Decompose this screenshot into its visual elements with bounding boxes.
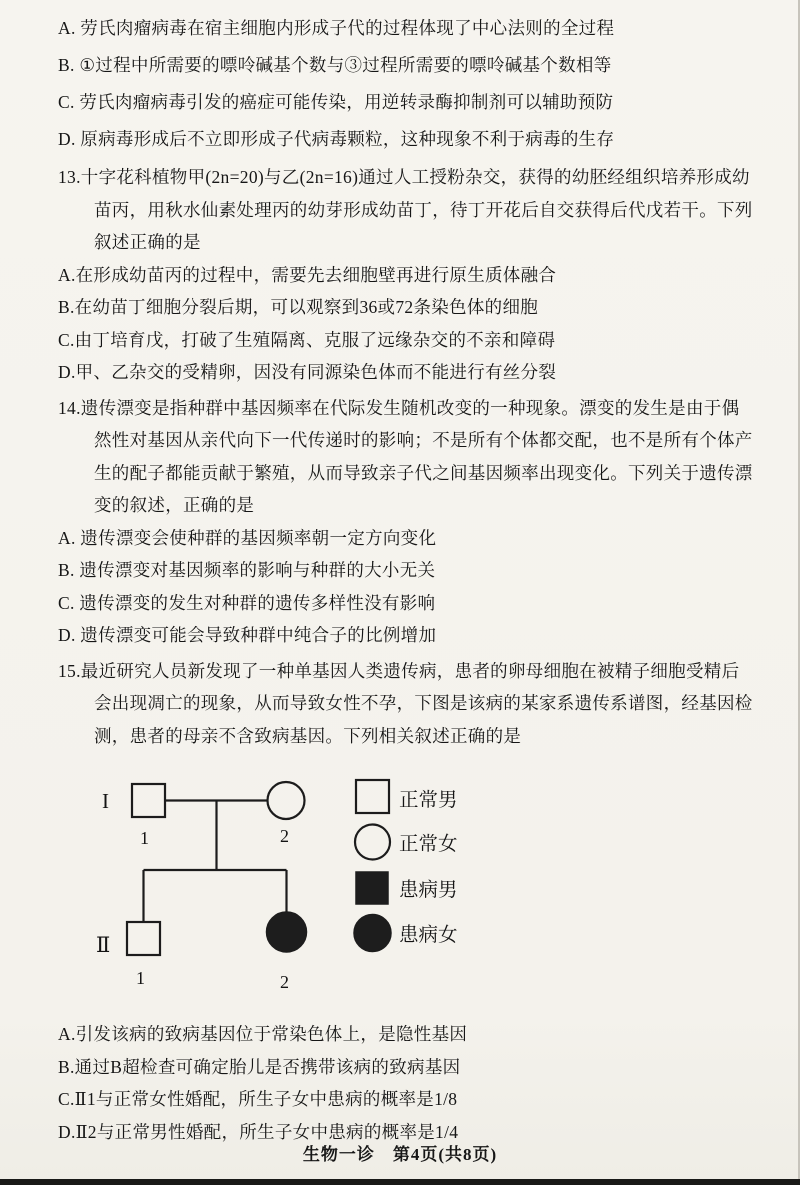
ii2-affected-female-circle — [267, 912, 307, 952]
q15-option-a: A.引发该病的致病基因位于常染色体上，是隐性基因 — [58, 1024, 468, 1044]
ii1-normal-male-square — [127, 922, 160, 955]
q15-option-c: C.Ⅱ1与正常女性婚配，所生子女中患病的概率是1/8 — [58, 1089, 458, 1109]
legend-normal-male-square-icon — [356, 780, 389, 813]
legend-normal-female-label: 正常女 — [399, 834, 458, 855]
legend-affected-female-label: 患病女 — [399, 925, 458, 946]
q13-option-c: C.由丁培育戊，打破了生殖隔离、克服了远缘杂交的不亲和障碍 — [58, 329, 556, 350]
q13-option-b: B.在幼苗丁细胞分裂后期，可以观察到36或72条染色体的细胞 — [58, 297, 539, 317]
q12-option-d: D. 原病毒形成后不立即形成子代病毒颗粒，这种现象不利于病毒的生存 — [58, 129, 615, 149]
scan-edge-bottom — [0, 1179, 800, 1185]
legend-normal-female-circle-icon — [355, 825, 390, 860]
q12-option-a: A. 劳氏肉瘤病毒在宿主细胞内形成子代的过程体现了中心法则的全过程 — [58, 18, 615, 38]
pedigree-diagram — [94, 770, 654, 1008]
i1-number: 1 — [140, 828, 149, 848]
legend-affected-male-square-icon — [356, 872, 388, 904]
q13-option-a: A.在形成幼苗丙的过程中，需要先去细胞壁再进行原生质体融合 — [58, 264, 557, 285]
ii2-number: 2 — [280, 972, 289, 992]
q14-stem: 14.遗传漂变是指种群中基因频率在代际发生随机改变的一种现象。漂变的发生是由于偶然性对基因从亲代向下一代传递时的影响；不是所有个体都交配，也不是所有个体产生的配子都能贡献于繁殖，从而导致亲子代之间基因频率出现变化。下列关于遗传漂变的叙述，正确的是 — [58, 397, 753, 515]
q15-option-b: B.通过B超检查可确定胎儿是否携带该病的致病基因 — [58, 1056, 461, 1077]
pedigree-figure — [94, 770, 756, 1010]
q14-option-a: A. 遗传漂变会使种群的基因频率朝一定方向变化 — [58, 527, 437, 548]
ii1-number: 1 — [136, 968, 145, 988]
q13-stem: 13.十字花科植物甲(2n=20)与乙(2n=16)通过人工授粉杂交，获得的幼胚经组织培养形成幼苗丙，用秋水仙素处理丙的幼芽形成幼苗丁，待丁开花后自交获得后代戊若干。下列叙述正确的是 — [58, 167, 753, 252]
q12-option-b: B. ①过程中所需要的嘌呤碱基个数与③过程所需要的嘌呤碱基个数相等 — [58, 55, 612, 75]
legend-normal-male-label: 正常男 — [399, 790, 458, 811]
q15-options — [58, 1018, 756, 1148]
q14-option-c: C. 遗传漂变的发生对种群的遗传多样性没有影响 — [58, 592, 436, 613]
legend-affected-female-circle-icon — [354, 915, 391, 952]
i1-normal-male-square — [132, 784, 165, 817]
legend-affected-male-label: 患病男 — [399, 880, 458, 901]
q15-option-d: D.Ⅱ2与正常男性婚配，所生子女中患病的概率是1/4 — [58, 1121, 459, 1142]
q14-option-d: D. 遗传漂变可能会导致种群中纯合子的比例增加 — [58, 625, 437, 645]
generation-1-label: I — [102, 789, 109, 813]
q12-option-c: C. 劳氏肉瘤病毒引发的癌症可能传染，用逆转录酶抑制剂可以辅助预防 — [58, 92, 614, 112]
page-footer: 生物一诊 第4页(共8页) — [302, 1145, 498, 1164]
i2-number: 2 — [280, 826, 289, 846]
q15-stem: 15.最近研究人员新发现了一种单基因人类遗传病，患者的卵母细胞在被精子细胞受精后会出现凋亡的现象，从而导致女性不孕，下图是该病的某家系遗传系谱图，经基因检测，患者的母亲不含致病基因。下列相关叙述正确的是 — [58, 660, 753, 746]
q13-option-d: D.甲、乙杂交的受精卵，因没有同源染色体而不能进行有丝分裂 — [58, 362, 557, 382]
i2-normal-female-circle — [268, 782, 305, 819]
q14-option-b: B. 遗传漂变对基因频率的影响与种群的大小无关 — [58, 560, 436, 580]
generation-2-label: Ⅱ — [96, 933, 111, 957]
